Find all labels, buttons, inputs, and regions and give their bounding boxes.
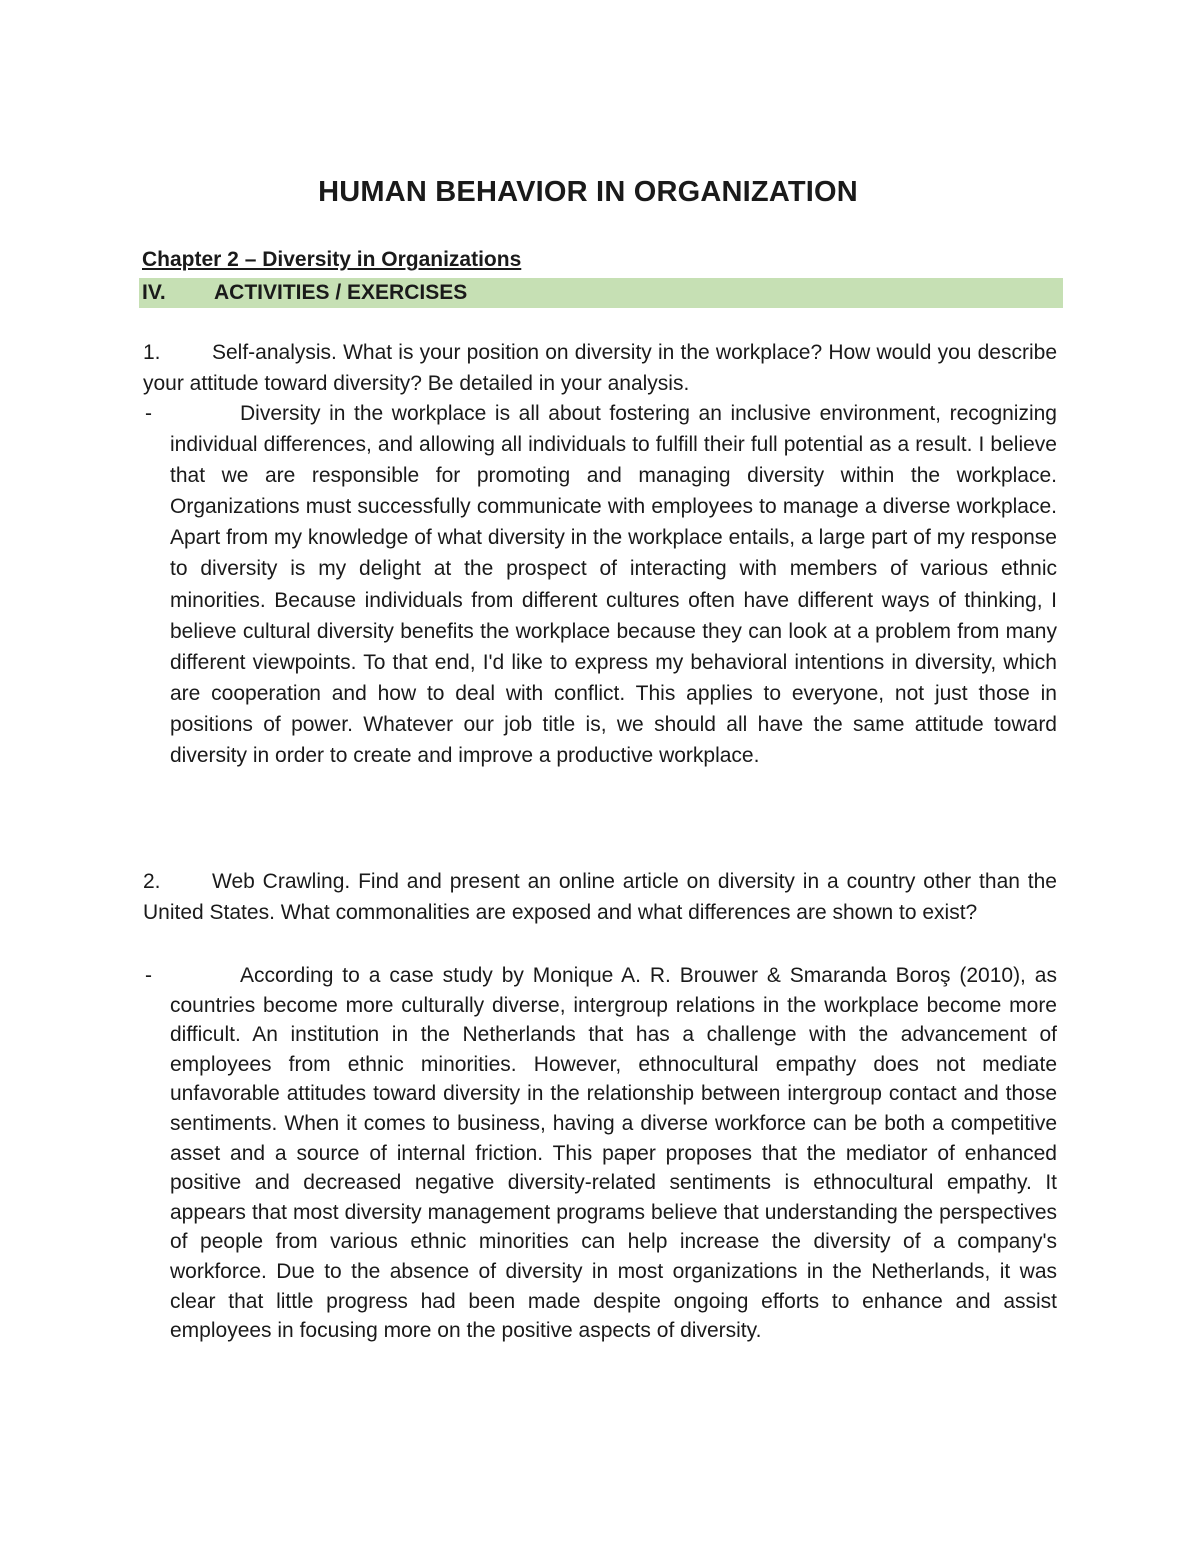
section-number: IV.	[142, 281, 166, 304]
bullet-dash: -	[145, 964, 152, 987]
answer-text: Diversity in the workplace is all about fostering an inclusive environment, recognizing individual differences, and allowing all individuals to fulfill their full potential as a result. I believe that we are responsible for promoting and managing diversity within the workplace. Organizations must successfully communicate with employees to manage a diverse workplace. Apart from my knowledge of what diversity in the workplace entails, a large part of my response to diversity is my delight at the prospect of interacting with members of various ethnic minorities. Because individuals from different cultures often have different ways of thinking, I believe cultural diversity benefits the workplace because they can look at a problem from many different viewpoints. To that end, I'd like to express my behavioral intentions in diversity, which are cooperation and how to deal with conflict. This applies to everyone, not just those in positions of power. Whatever our job title is, we should all have the same attitude toward diversity in order to create and improve a productive workplace.	[170, 402, 1057, 768]
question-text: Self-analysis. What is your position on diversity in the workplace? How would you describe your attitude toward diversity? Be detailed in your analysis.	[143, 341, 1057, 395]
document-title: HUMAN BEHAVIOR IN ORGANIZATION	[318, 176, 858, 208]
question-number: 1.	[143, 341, 161, 364]
answer-text: According to a case study by Monique A. R. Brouwer & Smaranda Boroş (2010), as countries become more culturally diverse, intergroup relations in the workplace become more difficult. An institution in the Netherlands that has a challenge with the advancement of employees from ethnic minorities. However, ethnocultural empathy does not mediate unfavorable attitudes toward diversity in the relationship between intergroup contact and those sentiments. When it comes to business, having a diverse workforce can be both a competitive asset and a source of internal friction. This paper proposes that the mediator of enhanced positive and decreased negative diversity-related sentiments is ethnocultural empathy. It appears that most diversity management programs believe that understanding the perspectives of people from various ethnic minorities can help increase the diversity of a company's workforce. Due to the absence of diversity in most organizations in the Netherlands, it was clear that little progress had been made despite ongoing efforts to enhance and assist employees in focusing more on the positive aspects of diversity.	[170, 964, 1057, 1343]
bullet-dash: -	[145, 402, 152, 425]
section-header	[139, 278, 1063, 308]
question-1	[143, 337, 1057, 399]
question-2	[143, 866, 1057, 928]
question-number: 2.	[143, 870, 161, 893]
question-text: Web Crawling. Find and present an online article on diversity in a country other than the United States. What commonalities are exposed and what differences are shown to exist?	[143, 870, 1057, 924]
section-label: ACTIVITIES / EXERCISES	[214, 281, 468, 304]
chapter-heading: Chapter 2 – Diversity in Organizations	[142, 248, 522, 271]
answer-1	[145, 398, 1057, 771]
answer-2	[145, 961, 1057, 1346]
